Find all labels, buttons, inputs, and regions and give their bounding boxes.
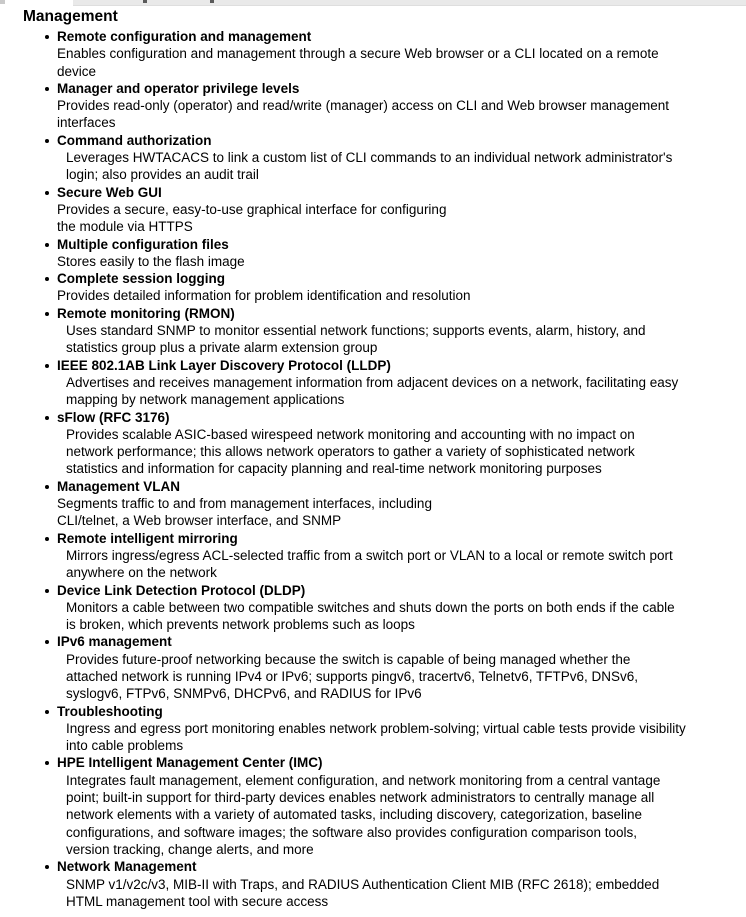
bullet-icon — [45, 640, 49, 644]
section-heading: Management — [23, 8, 118, 25]
feature-description-line: mapping by network management applications — [66, 392, 345, 408]
feature-description-line: network performance; this allows network operators to gather a variety of sophisticated network — [66, 444, 635, 460]
bullet-icon — [45, 761, 49, 765]
feature-description — [23, 45, 743, 80]
feature-description — [23, 201, 743, 236]
bullet-icon — [45, 416, 49, 420]
bullet-icon — [45, 139, 49, 143]
feature-title: HPE Intelligent Management Center (IMC) — [57, 755, 323, 771]
feature-item — [23, 270, 743, 305]
feature-item — [23, 132, 743, 184]
feature-description — [23, 651, 743, 703]
feature-description-line: SNMP v1/v2c/v3, MIB-II with Traps, and RADIUS Authentication Client MIB (RFC 2618); embedded — [66, 876, 660, 892]
feature-title: Device Link Detection Protocol (DLDP) — [57, 582, 306, 598]
feature-item — [23, 582, 743, 634]
feature-description-line: Stores easily to the flash image — [57, 253, 245, 269]
feature-description-line: Enables configuration and management through a secure Web browser or a CLI located on a remote — [57, 46, 659, 62]
cropped-text-descender-mark — [143, 0, 147, 3]
feature-description-line: Advertises and receives management information from adjacent devices on a network, facilitating easy — [66, 374, 679, 390]
feature-description-line: the module via HTTPS — [57, 219, 193, 235]
feature-description-line: attached network is running IPv4 or IPv6; supports pingv6, tracertv6, Telnetv6, TFTPv6, DNSv6, — [66, 668, 639, 684]
feature-item — [23, 754, 743, 858]
bullet-icon — [45, 710, 49, 714]
feature-description-line: network elements with a variety of automated tasks, including discovery, categorization, baseline — [66, 807, 643, 823]
feature-description — [23, 876, 743, 911]
feature-title: Multiple configuration files — [57, 236, 229, 252]
feature-description — [23, 720, 743, 755]
feature-description-line: Monitors a cable between two compatible switches and shuts down the ports on both ends if the cable — [66, 599, 675, 615]
feature-description-line: into cable problems — [66, 738, 184, 754]
feature-item — [23, 633, 743, 702]
feature-item — [23, 409, 743, 478]
feature-description-line: Provides future-proof networking because the switch is capable of being managed whether the — [66, 651, 631, 667]
feature-description-line: device — [57, 63, 97, 79]
bullet-icon — [45, 35, 49, 39]
feature-description — [23, 772, 743, 858]
feature-title: Remote intelligent mirroring — [57, 530, 238, 546]
feature-description-line: Provides scalable ASIC-based wirespeed network monitoring and accounting with no impact on — [66, 426, 635, 442]
feature-description — [23, 287, 743, 304]
feature-title: Troubleshooting — [57, 703, 163, 719]
feature-description-line: HTML management tool with secure access — [66, 893, 329, 909]
feature-description — [23, 374, 743, 409]
feature-title: Network Management — [57, 859, 197, 875]
feature-description-line: Provides detailed information for problem identification and resolution — [57, 288, 471, 304]
feature-description-line: is broken, which prevents network problems such as loops — [66, 617, 415, 633]
feature-description-line: Provides a secure, easy-to-use graphical interface for configuring — [57, 201, 447, 217]
feature-description — [23, 547, 743, 582]
bullet-icon — [45, 87, 49, 91]
feature-item — [23, 184, 743, 236]
feature-title: Secure Web GUI — [57, 184, 162, 200]
feature-description-line: configurations, and software images; the software also provides configuration comparison tools, — [66, 824, 638, 840]
bullet-icon — [45, 485, 49, 489]
feature-title: IEEE 802.1AB Link Layer Discovery Protocol (LLDP) — [57, 357, 391, 373]
feature-description — [23, 322, 743, 357]
feature-item — [23, 357, 743, 409]
feature-item — [23, 530, 743, 582]
feature-description — [23, 599, 743, 634]
feature-description-line: statistics group plus a private alarm extension group — [66, 340, 378, 356]
document-body — [23, 8, 743, 910]
feature-description — [23, 149, 743, 184]
feature-description-line: statistics and information for capacity planning and real-time network monitoring purposes — [66, 461, 602, 477]
bullet-icon — [45, 364, 49, 368]
feature-description-line: Ingress and egress port monitoring enables network problem-solving; virtual cable tests provide visibility — [66, 720, 686, 736]
feature-description-line: Mirrors ingress/egress ACL-selected traffic from a switch port or VLAN to a local or remote switch port — [66, 547, 673, 563]
feature-description-line: anywhere on the network — [66, 565, 217, 581]
feature-description-line: point; built-in support for third-party devices enables network administrators to centrally manage all — [66, 790, 655, 806]
feature-title: Command authorization — [57, 132, 212, 148]
bullet-icon — [45, 589, 49, 593]
feature-item — [23, 478, 743, 530]
feature-description-line: login; also provides an audit trail — [66, 167, 259, 183]
feature-description — [23, 495, 743, 530]
feature-item — [23, 858, 743, 910]
feature-description-line: Provides read-only (operator) and read/write (manager) access on CLI and Web browser management — [57, 98, 670, 114]
feature-title: Remote configuration and management — [57, 29, 312, 44]
bullet-icon — [45, 312, 49, 316]
feature-description — [23, 426, 743, 478]
bullet-icon — [45, 537, 49, 541]
feature-item — [23, 28, 743, 80]
feature-title: Management VLAN — [57, 478, 181, 494]
feature-item — [23, 305, 743, 357]
feature-description-line: Uses standard SNMP to monitor essential network functions; supports events, alarm, history, and — [66, 323, 646, 339]
feature-title: IPv6 management — [57, 634, 172, 650]
feature-title: Manager and operator privilege levels — [57, 80, 300, 96]
feature-item — [23, 703, 743, 755]
bullet-icon — [45, 243, 49, 247]
feature-description-line: version tracking, change alerts, and more — [66, 841, 314, 857]
feature-description-line: Leverages HWTACACS to link a custom list of CLI commands to an individual network administrator's — [66, 150, 673, 166]
bullet-icon — [45, 191, 49, 195]
feature-description-line: interfaces — [57, 115, 116, 131]
feature-list — [23, 28, 743, 910]
feature-item — [23, 236, 743, 271]
feature-description — [23, 253, 743, 270]
feature-item — [23, 80, 743, 132]
feature-description-line: CLI/telnet, a Web browser interface, and SNMP — [57, 513, 342, 529]
feature-title: Complete session logging — [57, 271, 226, 287]
cropped-text-descender-mark — [210, 0, 214, 3]
feature-title: sFlow (RFC 3176) — [57, 409, 170, 425]
cropped-corner-mark — [0, 0, 5, 4]
feature-title: Remote monitoring (RMON) — [57, 305, 235, 321]
feature-description-line: syslogv6, FTPv6, SNMPv6, DHCPv6, and RADIUS for IPv6 — [66, 686, 422, 702]
cropped-row-remnant — [73, 0, 746, 6]
feature-description-line: Segments traffic to and from management interfaces, including — [57, 496, 432, 512]
bullet-icon — [45, 865, 49, 869]
feature-description — [23, 97, 743, 132]
feature-description-line: Integrates fault management, element configuration, and network monitoring from a central vantage — [66, 772, 661, 788]
bullet-icon — [45, 277, 49, 281]
